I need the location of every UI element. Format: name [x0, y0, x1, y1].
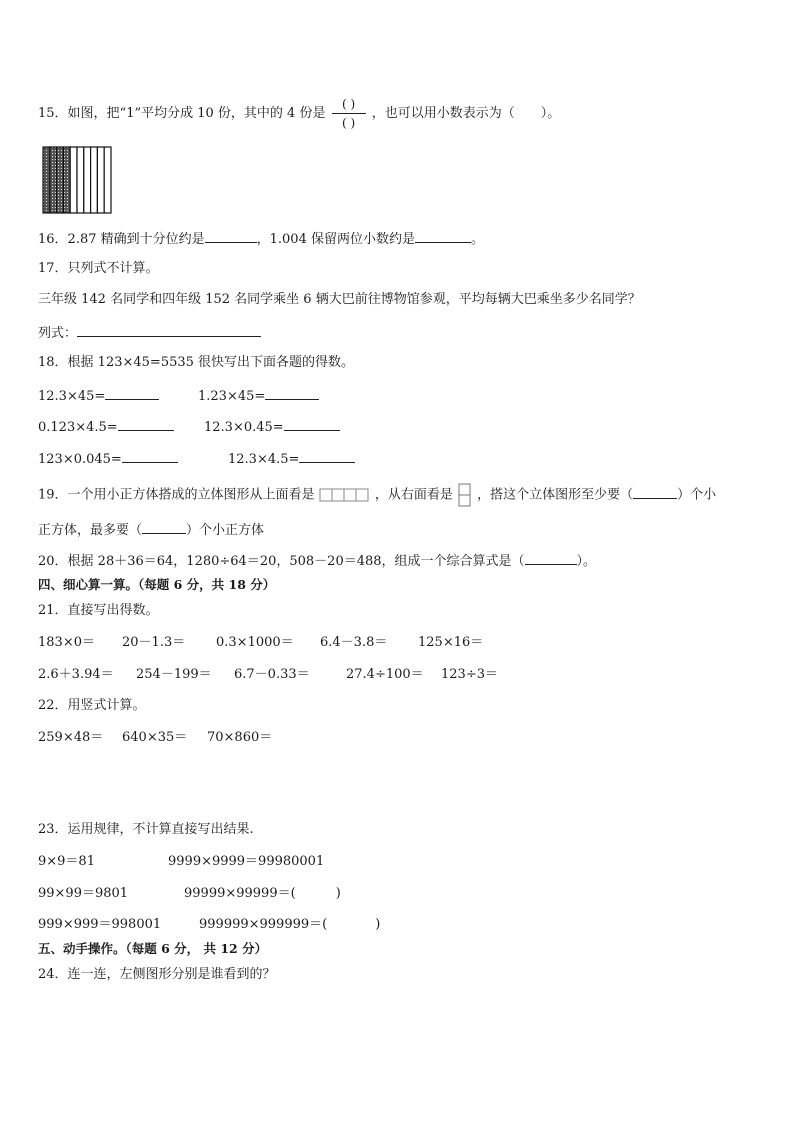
- q23-title: 23．运用规律，不计算直接写出结果.: [38, 822, 254, 837]
- q15-fraction: [332, 97, 366, 130]
- strip-part-shaded: [57, 147, 64, 213]
- strip-part: [97, 147, 104, 213]
- q23-right-text: 99999×99999＝(: [184, 886, 296, 901]
- right-view-figure: [457, 482, 473, 508]
- q18-item-text: 0.123×4.5=: [38, 420, 118, 435]
- strip-part: [70, 147, 77, 213]
- q23-right-item: [184, 885, 341, 903]
- answer-blank[interactable]: [205, 229, 257, 243]
- q19-text-a: 19．一个用小正方体搭成的立体图形从上面看是: [38, 487, 315, 503]
- q19-line2-a: 正方体，最多要（: [38, 523, 143, 538]
- q21-item: 0.3×1000＝: [216, 635, 294, 650]
- q23-right-item: 9999×9999＝99980001: [168, 854, 325, 869]
- strip-svg: [42, 146, 112, 214]
- q15-fraction-strip-figure: [42, 146, 112, 214]
- top-view-figure: [319, 487, 371, 503]
- q18-item-text: 1.23×45=: [198, 389, 266, 404]
- q18-item: [198, 386, 319, 406]
- q21-item: 254－199＝: [136, 667, 212, 682]
- q21-item: 2.6＋3.94＝: [38, 667, 114, 682]
- q19-text-c: ，搭这个立体图形至少要（: [477, 487, 634, 503]
- answer-blank[interactable]: [525, 551, 577, 565]
- q23-left-item: 999×999＝998001: [38, 917, 162, 932]
- q16-text-c: 。: [470, 232, 484, 247]
- q21-item: 183×0＝: [38, 635, 95, 650]
- q15-frac-numerator: ( ): [342, 97, 356, 111]
- answer-blank[interactable]: [633, 485, 677, 499]
- strip-part-shaded: [43, 147, 50, 213]
- q15-text-b: ，也可以用小数表示为（ ）。: [371, 106, 561, 121]
- q21-item: 6.4－3.8＝: [320, 635, 388, 650]
- q17-answer-label: 列式：: [38, 326, 78, 341]
- q22-item: 70×860＝: [207, 730, 273, 745]
- strip-part: [104, 147, 111, 213]
- answer-blank[interactable]: [77, 323, 261, 337]
- q18-item-text: 12.3×45=: [38, 389, 106, 404]
- answer-blank[interactable]: [284, 417, 340, 431]
- strip-part: [84, 147, 91, 213]
- q18-item-text: 12.3×4.5=: [228, 452, 300, 467]
- q16-text-b: ，1.004 保留两位小数约是: [256, 232, 415, 247]
- strip-part-shaded: [50, 147, 57, 213]
- q24-title: 24．连一连，左侧图形分别是谁看到的？: [38, 967, 276, 982]
- q18-item: [38, 449, 178, 469]
- answer-blank[interactable]: [122, 449, 178, 463]
- q21-item: 123÷3＝: [441, 667, 498, 682]
- q18-item: [38, 417, 174, 437]
- q23-right-text: 999999×999999＝(: [199, 917, 328, 932]
- q16-text-a: 16．2.87 精确到十分位约是: [38, 232, 205, 247]
- q19-text-d: ）个小: [677, 487, 717, 503]
- q18-item-text: 123×0.045=: [38, 452, 122, 467]
- q21-item: 27.4÷100＝: [346, 667, 424, 682]
- q21-title: 21．直接写出得数。: [38, 603, 159, 618]
- q17-answer-line: [38, 323, 261, 343]
- q15-line: [38, 97, 561, 130]
- q21-item: 125×16＝: [418, 635, 484, 650]
- q18-title: 18．根据 123×45=5535 很快写出下面各题的得数。: [38, 355, 355, 370]
- q20-line: [38, 551, 596, 571]
- q22-item: 640×35＝: [122, 730, 188, 745]
- q15-frac-denominator: ( ): [342, 116, 356, 130]
- answer-blank[interactable]: [415, 229, 471, 243]
- q18-item: [228, 449, 355, 469]
- q17-title: 17．只列式不计算。: [38, 261, 159, 276]
- q23-left-item: 99×99＝9801: [38, 886, 129, 901]
- answer-blank[interactable]: [265, 386, 319, 400]
- strip-part-shaded: [63, 147, 70, 213]
- q21-item: 20－1.3＝: [122, 635, 186, 650]
- q18-item: [204, 417, 340, 437]
- answer-blank[interactable]: [299, 449, 355, 463]
- q19-text-b: ，从右面看是: [374, 487, 453, 503]
- q20-text: 20．根据 28＋36＝64，1280÷64＝20，508－20＝488，组成一个综合算式是（: [38, 554, 525, 569]
- q21-item: 6.7－0.33＝: [234, 667, 310, 682]
- answer-blank[interactable]: [142, 520, 186, 534]
- q20-end: ）。: [576, 554, 597, 569]
- q19-line-2: [38, 520, 264, 540]
- section-5-title: 五、动手操作。（每题 6 分， 共 12 分）: [38, 941, 268, 956]
- q18-item-text: 12.3×0.45=: [204, 420, 284, 435]
- answer-blank[interactable]: [105, 386, 159, 400]
- q22-title: 22．用竖式计算。: [38, 698, 146, 713]
- answer-blank[interactable]: [118, 417, 174, 431]
- q17-problem: 三年级 142 名同学和四年级 152 名同学乘坐 6 辆大巴前往博物馆参观，平均每辆大巴乘坐多少名同学？: [38, 292, 641, 307]
- strip-part: [77, 147, 84, 213]
- q15-text-a: 15．如图，把“1”平均分成 10 份，其中的 4 份是: [38, 106, 326, 121]
- q16-line: [38, 229, 484, 249]
- fraction-bar: [332, 113, 366, 114]
- q23-left-item: 9×9＝81: [38, 854, 95, 869]
- q23-right-close: ): [335, 886, 341, 901]
- strip-part: [91, 147, 98, 213]
- q18-item: [38, 386, 159, 406]
- section-4-title: 四、细心算一算。（每题 6 分，共 18 分）: [38, 577, 276, 592]
- q23-right-close: ): [375, 917, 381, 932]
- q19-line-1: [38, 482, 716, 506]
- q22-item: 259×48＝: [38, 730, 104, 745]
- q19-line2-b: ）个小正方体: [186, 523, 265, 538]
- q23-right-item: [199, 916, 380, 934]
